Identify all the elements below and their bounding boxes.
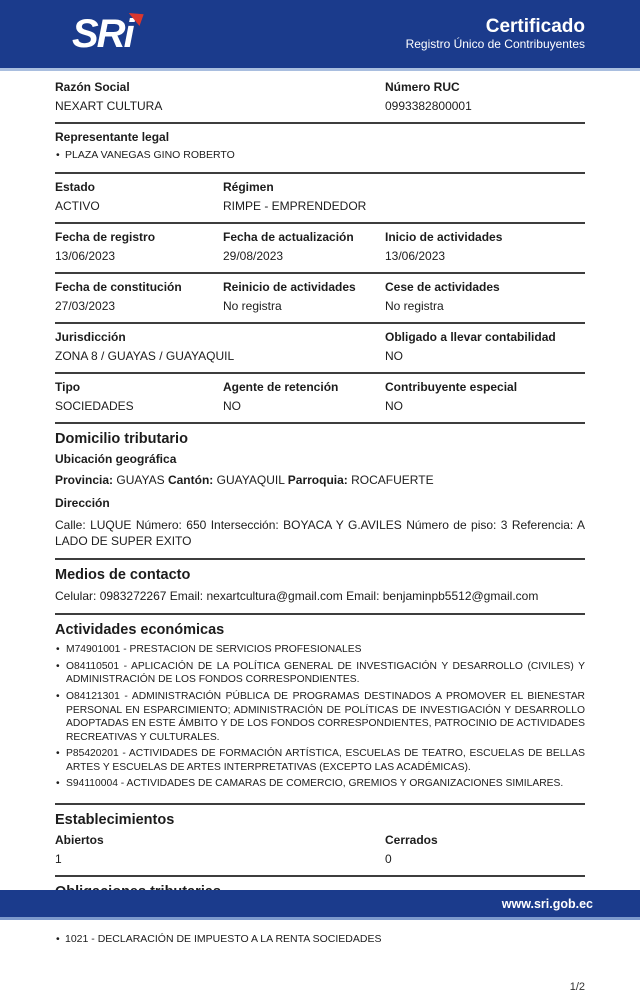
email1-value: nexartcultura@gmail.com <box>206 589 343 604</box>
cese-actividades-label: Cese de actividades <box>385 279 500 294</box>
cerrados-label: Cerrados <box>385 832 438 847</box>
obligacion-item: • 1021 - DECLARACIÓN DE IMPUESTO A LA RENTA SOCIEDADES <box>55 933 585 947</box>
field-numero-ruc <box>385 80 585 113</box>
tipo-label: Tipo <box>55 379 81 394</box>
section-jurisdiccion <box>55 324 585 374</box>
reinicio-actividades-label: Reinicio de actividades <box>223 279 356 294</box>
certificate-body <box>0 71 640 969</box>
celular-label: Celular: <box>55 589 97 604</box>
fecha-actualizacion-value: 29/08/2023 <box>223 248 284 263</box>
field-jurisdiccion <box>55 330 385 363</box>
fecha-registro-label: Fecha de registro <box>55 229 156 244</box>
field-razon-social <box>55 80 385 113</box>
field-contribuyente-especial <box>385 380 585 413</box>
header-title-block <box>406 16 585 53</box>
direccion-label: Dirección <box>55 495 110 510</box>
section-representante-legal <box>55 124 585 174</box>
razon-social-label: Razón Social <box>55 80 130 94</box>
representante-legal-item: • PLAZA VANEGAS GINO ROBERTO <box>55 149 585 163</box>
referencia-label: Referencia: <box>511 517 574 532</box>
section-fechas-1 <box>55 224 585 274</box>
actividad-item: • M74901001 - PRESTACION DE SERVICIOS PROFESIONALES <box>55 643 585 657</box>
email2-label: Email: <box>346 589 380 604</box>
establecimientos-title: Establecimientos <box>55 811 175 828</box>
section-razon-social <box>55 74 585 124</box>
certificate-title: Certificado <box>485 15 585 37</box>
email1-label: Email: <box>169 589 204 604</box>
tipo-value: SOCIEDADES <box>55 398 134 413</box>
cerrados-value: 0 <box>385 851 392 866</box>
section-establecimientos <box>55 805 585 877</box>
inicio-actividades-label: Inicio de actividades <box>385 229 503 244</box>
inicio-actividades-value: 13/06/2023 <box>385 248 446 263</box>
estado-label: Estado <box>55 179 96 194</box>
header-banner <box>0 0 640 71</box>
numero-ruc-value: 0993382800001 <box>385 99 472 113</box>
sri-website-url: www.sri.gob.ec <box>501 896 593 911</box>
ubicacion-geografica-line <box>55 473 585 487</box>
actividad-item: • O84110501 - APLICACIÓN DE LA POLÍTICA GENERAL DE INVESTIGACIÓN Y DESARROLLO (CIVILES) Y ADMINISTRACIÓN DE LOS FONDOS CORRESPONDIENTES. <box>55 660 585 687</box>
abiertos-value: 1 <box>55 851 62 866</box>
field-estado <box>55 180 223 213</box>
calle-value: LUQUE <box>90 517 132 532</box>
canton-label: Cantón: <box>167 472 214 487</box>
section-fechas-2 <box>55 274 585 324</box>
estado-value: ACTIVO <box>55 198 100 213</box>
jurisdiccion-label: Jurisdicción <box>55 329 126 344</box>
section-actividades-economicas <box>55 615 585 805</box>
fecha-actualizacion-label: Fecha de actualización <box>223 229 354 244</box>
section-estado-regimen <box>55 174 585 224</box>
direccion-line <box>55 517 585 549</box>
contacto-line <box>55 588 585 604</box>
regimen-value: RIMPE - EMPRENDEDOR <box>223 198 367 213</box>
contribuyente-especial-value: NO <box>385 398 403 413</box>
section-medios-contacto <box>55 560 585 615</box>
numero-piso-value: 3 <box>500 517 508 532</box>
fecha-registro-value: 13/06/2023 <box>55 248 116 263</box>
representante-legal-label: Representante legal <box>55 130 170 144</box>
agente-retencion-label: Agente de retención <box>223 379 339 394</box>
field-inicio-actividades <box>385 230 585 263</box>
actividad-item: • O84121301 - ADMINISTRACIÓN PÚBLICA DE PROGRAMAS DESTINADOS A PROMOVER EL BIENESTAR PERSONAL EN ESPARCIMIENTO; ADMINISTRACIÓN DE POLÍTICAS DE INVESTIGACIÓN Y DESARROLLO ADOPTADAS EN ESTE ÁMBITO Y DE LOS FONDOS CORRESPONDIENTES, PATROCINIO DE ACTIVIDADES RECREATIVAS Y CULTURALES. <box>55 690 585 744</box>
field-reinicio-actividades <box>223 280 385 313</box>
abiertos-label: Abiertos <box>55 832 104 847</box>
calle-label: Calle: <box>55 517 86 532</box>
referencia-value: A LADO DE SUPER EXITO <box>55 517 585 548</box>
email2-value: benjaminpb5512@gmail.com <box>382 589 539 604</box>
ubicacion-geografica-label: Ubicación geográfica <box>55 451 177 466</box>
numero-value: 650 <box>186 517 207 532</box>
regimen-label: Régimen <box>223 179 274 194</box>
sri-logo <box>72 14 143 54</box>
interseccion-label: Intersección: <box>210 517 279 532</box>
field-agente-retencion <box>223 380 385 413</box>
field-fecha-actualizacion <box>223 230 385 263</box>
actividad-item: • S94110004 - ACTIVIDADES DE CAMARAS DE COMERCIO, GREMIOS Y ORGANIZACIONES SIMILARES. <box>55 777 585 791</box>
parroquia-label: Parroquia: <box>287 472 348 487</box>
fecha-constitucion-value: 27/03/2023 <box>55 298 116 313</box>
field-cese-actividades <box>385 280 585 313</box>
provincia-value: GUAYAS <box>116 472 165 487</box>
actividad-item: • P85420201 - ACTIVIDADES DE FORMACIÓN ARTÍSTICA, ESCUELAS DE TEATRO, ESCUELAS DE BELLAS ARTES Y ESCUELAS DE ARTES INTERPRETATIVAS (EXCEPTO LAS ACADÉMICAS). <box>55 747 585 774</box>
domicilio-title: Domicilio tributario <box>55 430 188 447</box>
cese-actividades-value: No registra <box>385 298 444 313</box>
footer-bar <box>0 890 640 920</box>
certificate-subtitle: Registro Único de Contribuyentes <box>405 37 585 52</box>
field-abiertos <box>55 833 385 866</box>
jurisdiccion-value: ZONA 8 / GUAYAS / GUAYAQUIL <box>55 348 235 363</box>
field-regimen <box>223 180 585 213</box>
contribuyente-especial-label: Contribuyente especial <box>385 379 518 394</box>
provincia-label: Provincia: <box>55 472 114 487</box>
medios-contacto-title: Medios de contacto <box>55 567 191 584</box>
page-indicator: 1/2 <box>569 981 585 993</box>
section-domicilio-tributario <box>55 424 585 560</box>
fecha-constitucion-label: Fecha de constitución <box>55 279 182 294</box>
field-fecha-constitucion <box>55 280 223 313</box>
celular-value: 0983272267 <box>99 589 167 604</box>
field-cerrados <box>385 833 585 866</box>
field-tipo <box>55 380 223 413</box>
obligado-contabilidad-value: NO <box>385 348 403 363</box>
obligado-contabilidad-label: Obligado a llevar contabilidad <box>385 329 556 344</box>
numero-piso-label: Número de piso: <box>406 517 497 532</box>
numero-label: Número: <box>135 517 182 532</box>
reinicio-actividades-value: No registra <box>223 298 282 313</box>
actividades-title: Actividades económicas <box>55 622 225 639</box>
field-obligado-contabilidad <box>385 330 585 363</box>
razon-social-value: NEXART CULTURA <box>55 99 163 113</box>
agente-retencion-value: NO <box>223 398 241 413</box>
section-tipo <box>55 374 585 424</box>
sri-logo-text: SRi <box>72 12 133 56</box>
numero-ruc-label: Número RUC <box>385 80 460 94</box>
parroquia-value: ROCAFUERTE <box>351 472 434 487</box>
interseccion-value: BOYACA Y G.AVILES <box>283 517 402 532</box>
canton-value: GUAYAQUIL <box>216 472 285 487</box>
field-fecha-registro <box>55 230 223 263</box>
